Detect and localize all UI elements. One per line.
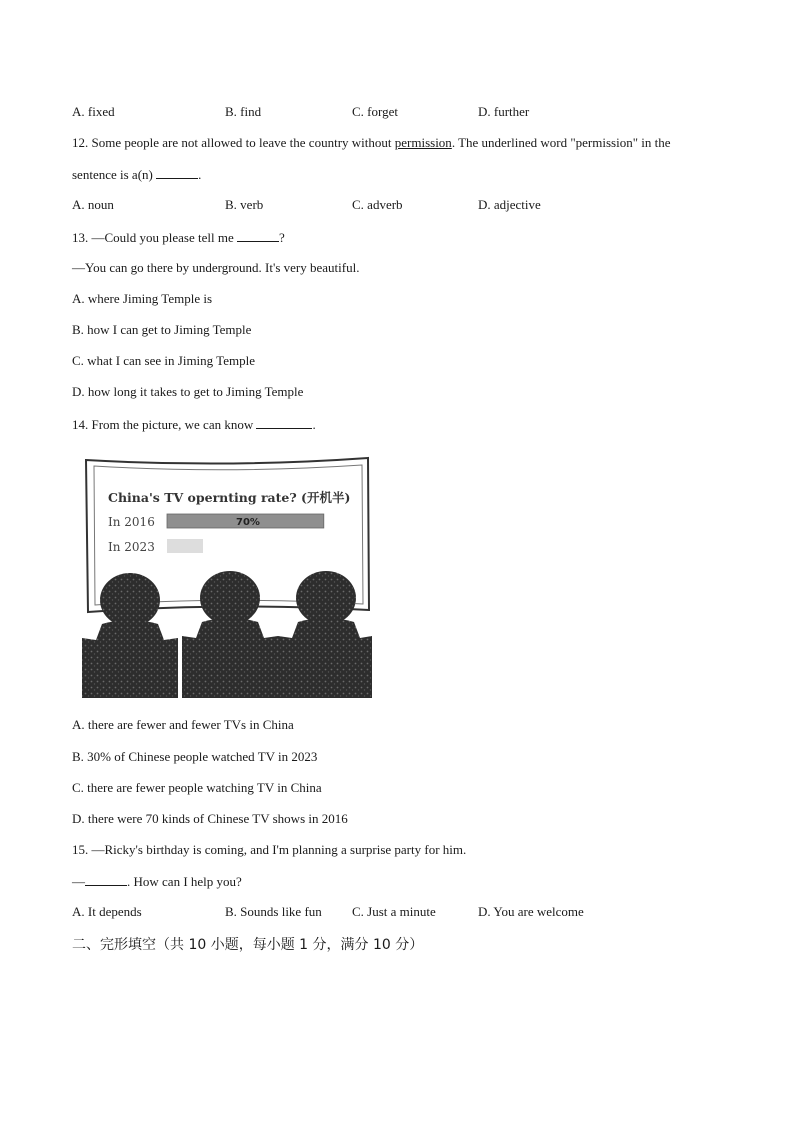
picture-row2-label: In 2023 — [108, 540, 155, 554]
q11-option-d: D. further — [478, 104, 530, 119]
q13-text-prefix: 13. —Could you please tell me — [72, 230, 238, 245]
picture-title: China's TV opernting rate? (开机半) — [108, 490, 351, 505]
q15-blank — [85, 873, 127, 886]
picture-row1-value: 70% — [236, 517, 260, 528]
q12-text-suffix: . The underlined word "permission" in the — [451, 135, 671, 150]
q15-line2-suffix: . How can I help you? — [127, 874, 242, 889]
q12-line2-suffix: . — [198, 167, 202, 182]
q12-blank — [156, 166, 198, 179]
q14-question — [72, 416, 316, 433]
q14-option-c: C. there are fewer people watching TV in China — [72, 780, 322, 795]
section2-heading: 二、完形填空（共 10 小题，每小题 1 分，满分 10 分） — [72, 937, 424, 953]
picture-row2-bar — [167, 539, 203, 553]
q14-option-b: B. 30% of Chinese people watched TV in 2023 — [72, 749, 318, 764]
q15-option-a: A. It depends — [72, 904, 142, 919]
q13-option-a: A. where Jiming Temple is — [72, 291, 213, 306]
q14-option-d: D. there were 70 kinds of Chinese TV shows in 2016 — [72, 811, 348, 826]
q15-line2-prefix: — — [72, 874, 85, 889]
q15-option-d: D. You are welcome — [478, 904, 584, 919]
q12-line2-prefix: sentence is a(n) — [72, 167, 157, 182]
q12-option-d: D. adjective — [478, 197, 541, 212]
q14-blank — [256, 416, 312, 429]
q13-option-b: B. how I can get to Jiming Temple — [72, 322, 252, 337]
q13-option-c: C. what I can see in Jiming Temple — [72, 353, 255, 368]
q13-option-d: D. how long it takes to get to Jiming Temple — [72, 384, 304, 399]
q13-blank — [237, 229, 279, 242]
q15-option-b: B. Sounds like fun — [225, 904, 322, 919]
q11-option-c: C. forget — [352, 104, 398, 119]
q12-option-b: B. verb — [225, 197, 264, 212]
q14-picture — [72, 452, 377, 702]
q12-underlined-word: permission — [394, 135, 452, 150]
q14-text-suffix: . — [312, 417, 316, 432]
q11-option-a: A. fixed — [72, 104, 115, 119]
q13-reply: —You can go there by underground. It's very beautiful. — [72, 260, 360, 275]
picture-row1-label: In 2016 — [108, 515, 155, 529]
q14-text-prefix: 14. From the picture, we can know — [72, 417, 257, 432]
q12-option-c: C. adverb — [352, 197, 403, 212]
q14-option-a: A. there are fewer and fewer TVs in China — [72, 717, 294, 732]
q12-question — [72, 135, 671, 151]
q15-question: 15. —Ricky's birthday is coming, and I'm planning a surprise party for him. — [72, 842, 467, 857]
q13-question — [72, 229, 285, 246]
q15-question-line2 — [72, 873, 242, 890]
q12-option-a: A. noun — [72, 197, 114, 212]
q11-option-b: B. find — [225, 104, 262, 119]
q12-question-line2 — [72, 166, 201, 183]
q13-text-suffix: ? — [279, 230, 285, 245]
q15-option-c: C. Just a minute — [352, 904, 436, 919]
q12-text-prefix: 12. Some people are not allowed to leave the country without — [72, 135, 395, 150]
